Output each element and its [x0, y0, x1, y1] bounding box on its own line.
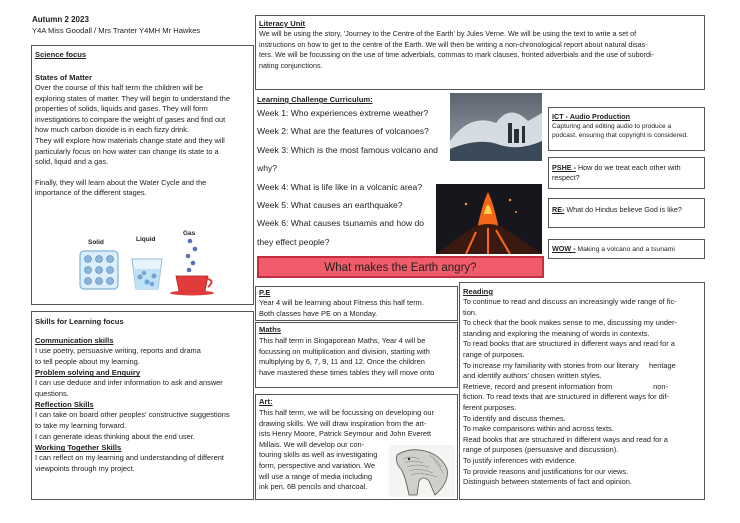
text-line: To check that the book makes sense to me, discussing my under- — [463, 318, 678, 328]
week-line: Week 5: What causes an earthquake? — [257, 200, 403, 211]
pe-panel — [255, 286, 458, 321]
art-panel — [255, 394, 458, 500]
solid-label: Solid — [88, 239, 104, 246]
re-heading: RE- — [552, 205, 565, 214]
week-line: Week 4: What is life like in a volcanic area? — [257, 181, 423, 192]
text-line: importance of the different stages. — [35, 188, 147, 198]
skills-panel — [31, 311, 254, 500]
text-line: focussing on multiplication and division, starting with — [259, 346, 430, 356]
text-line: Retrieve, record and present information from non- — [463, 381, 668, 391]
text-line: ists Henry Moore, Patrick Seymour and John Everett — [259, 429, 432, 439]
week-line: they effect people? — [257, 236, 330, 247]
elephant-sketch-image — [389, 445, 455, 497]
science-heading: Science focus — [35, 50, 87, 59]
challenge-banner — [257, 256, 544, 278]
week-line: Week 3: Which is the most famous volcano and — [257, 144, 438, 155]
text-line: To identify and discuss themes. — [463, 413, 566, 423]
text-line: touring skills as well as investigating — [259, 450, 378, 460]
week-line: Week 2: What are the features of volcanoes? — [257, 126, 429, 137]
skill-title: Working Together Skills — [35, 443, 122, 453]
ict-panel — [548, 107, 705, 151]
text-line: nating conjunctions. — [259, 60, 323, 70]
week-line: why? — [257, 163, 278, 174]
text-line: standing and exploring the meaning of words in contexts. — [463, 328, 650, 338]
banner-text: What makes the Earth angry? — [324, 262, 477, 274]
text-line: to take my learning forward. — [35, 420, 127, 430]
ict-heading: ICT - Audio Production — [552, 112, 630, 121]
science-subheading: States of Matter — [35, 73, 92, 82]
text-line: To make comparisons within and across texts. — [463, 424, 614, 434]
solid-cube-icon — [80, 251, 118, 289]
text-line: form, perspective and variation. We — [259, 460, 376, 470]
challenge-heading: Learning Challenge Curriculum: — [257, 95, 373, 104]
reading-heading: Reading — [463, 287, 493, 296]
maths-panel — [255, 322, 458, 388]
text-line: To provide reasons and justifications for our views. — [463, 466, 629, 476]
volcano-image — [436, 184, 542, 254]
text-line: ink pen, 6B pencils and charcoal. — [259, 482, 368, 492]
text-line: exploring states of matter. They will begin to understand the — [35, 93, 231, 103]
text-line: ters. We will be focussing on the use of time adverbials, commas to mark clauses, fronted adverbials and the use of subordi- — [259, 50, 654, 60]
teacher-names: Y4A Miss Goodall / Mrs Tranter Y4MH Mr Hawkes — [32, 26, 201, 35]
literacy-panel — [255, 15, 705, 90]
science-paragraph — [35, 83, 250, 168]
text-line: I use poetry, persuasive writing, reports and drama — [35, 346, 201, 355]
wow-heading: WOW - — [552, 244, 576, 253]
pe-heading: P.E — [259, 288, 271, 297]
pshe-text: How do we treat each other with — [575, 163, 681, 172]
text-line: fiction. To read texts that are structured in different ways for dif- — [463, 392, 669, 402]
text-line: This half term in Singaporean Maths, Year 4 will be — [259, 336, 426, 345]
page-title: Autumn 2 2023 — [32, 15, 89, 24]
skill-title: Problem solving and Enquiry — [35, 368, 141, 378]
text-line: viewpoints through my project. — [35, 463, 135, 473]
liquid-glass-icon — [132, 259, 162, 289]
art-heading: Art: — [259, 397, 273, 406]
skills-heading: Skills for Learning focus — [35, 317, 124, 326]
text-line: range of purposes. — [463, 349, 525, 359]
challenge-weeks — [257, 104, 457, 251]
text-line: tion. — [463, 307, 477, 317]
text-line: solid, liquid and a gas. — [35, 157, 109, 167]
text-line: multiplying by 6, 7, 9, 11 and 12. Once the children — [259, 357, 425, 367]
text-line: podcast, ensuring that copyright is considered. — [552, 132, 688, 139]
text-line: how much carbon dioxide is in each fizzy drink. — [35, 125, 190, 135]
text-line: To read books that are structured in different ways and read for a — [463, 339, 675, 349]
text-line: to tell people about my learning. — [35, 356, 140, 366]
text-line: To justify inferences with evidence. — [463, 455, 577, 465]
text-line: Over the course of this half term the children will be — [35, 83, 204, 92]
text-line: Both classes have PE on a Monday. — [259, 308, 378, 318]
tsunami-image — [450, 93, 542, 161]
text-line: This half term, we will be focussing on developing our — [259, 408, 435, 417]
pshe-panel — [548, 157, 705, 189]
skill-title: Reflection Skills — [35, 400, 94, 410]
text-line: To increase my familiarity with stories from our literary heritage — [463, 360, 676, 370]
text-line: range of purposes (persuasive and discussion). — [463, 445, 619, 455]
text-line: Read books that are structured in different ways and read for a — [463, 434, 668, 444]
text-line: respect? — [552, 173, 580, 182]
liquid-label: Liquid — [136, 236, 156, 243]
text-line: ferent purposes. — [463, 402, 517, 412]
learning-challenge-panel — [255, 92, 547, 284]
text-line: I can reflect on my learning and understanding of different — [35, 453, 224, 463]
week-line: Week 6: What causes tsunamis and how do — [257, 218, 425, 229]
text-line: will use a range of media including — [259, 471, 372, 481]
pshe-heading: PSHE - — [552, 163, 576, 172]
text-line: have mastered these times tables they will move onto — [259, 367, 435, 377]
text-line: I can generate ideas thinking about the end user. — [35, 431, 195, 441]
maths-heading: Maths — [259, 325, 281, 334]
text-line: I can use deduce and infer information to ask and answer — [35, 378, 223, 388]
wow-text: Making a volcano and a tsunami — [575, 246, 675, 253]
text-line: instructions on how to get to the centre of the Earth. We will then be writing a non-chronological report about natural disas- — [259, 39, 648, 49]
science-panel — [31, 45, 254, 305]
text-line: We will be using the story, 'Journey to the Centre of the Earth' by Jules Verne. We will be using the text to write a set of — [259, 29, 637, 38]
skill-title: Communication skills — [35, 336, 114, 345]
text-line: questions. — [35, 388, 69, 398]
text-line: Distinguish between statements of fact and opinion. — [463, 477, 632, 487]
text-line: drawing skills. We will draw inspiration from the art- — [259, 418, 427, 428]
text-line: Capturing and editing audio to produce a — [552, 123, 672, 130]
re-panel — [548, 198, 705, 228]
gas-label: Gas — [183, 230, 196, 237]
text-line: To continue to read and discuss an increasingly wide range of fic- — [463, 297, 677, 306]
text-line: properties of solids, liquids and gases. They will form — [35, 104, 208, 114]
states-of-matter-diagram — [64, 229, 244, 297]
literacy-heading: Literacy Unit — [259, 19, 305, 28]
text-line: and identify authors' chosen written styles. — [463, 371, 602, 381]
text-line: investigations to compare the weight of gases and find out — [35, 114, 226, 124]
text-fragment: con- — [349, 439, 365, 449]
week-line: Week 1: Who experiences extreme weather? — [257, 108, 429, 118]
text-line: particularly focus on how water can change its state to a — [35, 146, 219, 156]
text-line: Finally, they will learn about the Water Cycle and the — [35, 177, 207, 187]
text-line: Year 4 will be learning about Fitness this half term. — [259, 298, 424, 307]
text-line: Millais. We will develop our — [259, 439, 348, 449]
re-text: What do Hindus believe God is like? — [564, 205, 682, 214]
reading-panel — [459, 282, 705, 500]
wow-panel — [548, 239, 705, 259]
text-line: They will explore how materials change state and they will — [35, 135, 225, 145]
science-paragraph-2 — [35, 178, 250, 199]
text-line: I can take on board other peoples' constructive suggestions — [35, 410, 230, 420]
